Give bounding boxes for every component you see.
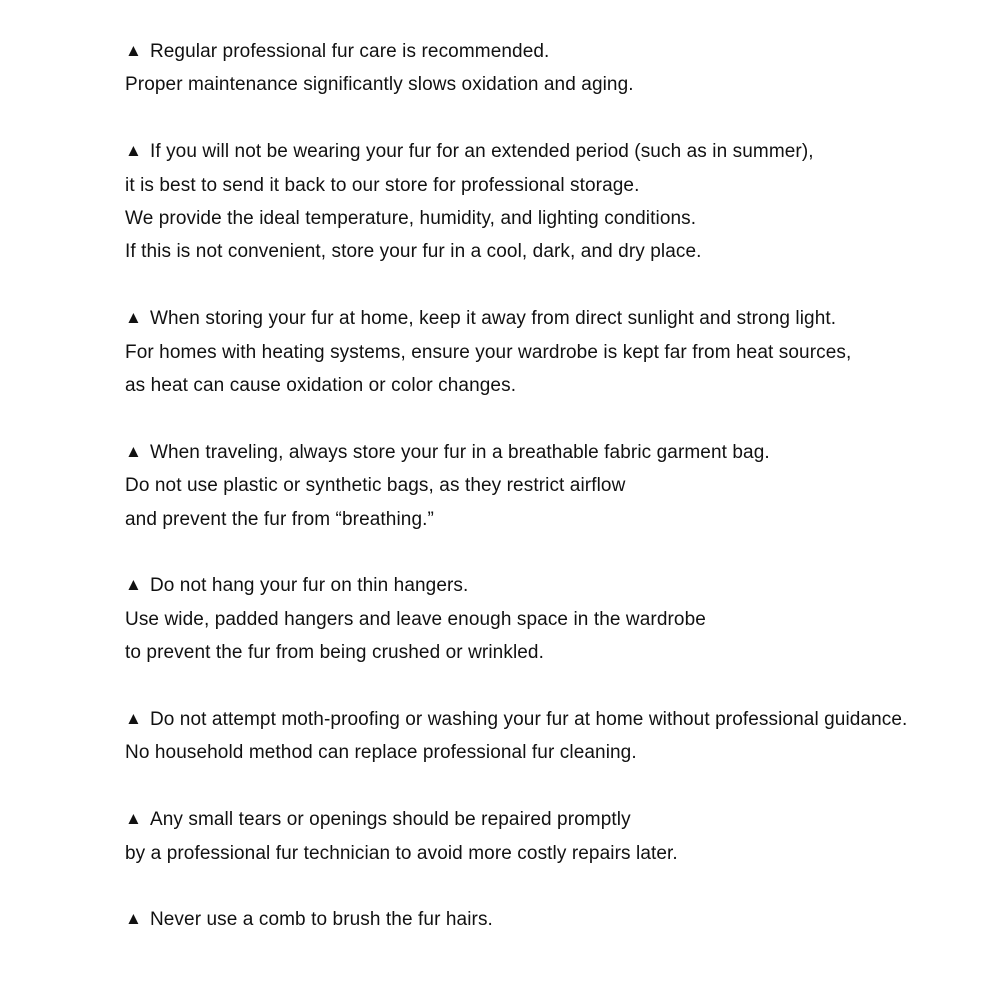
instruction-section (125, 35, 940, 102)
section-body-line (125, 603, 940, 636)
triangle-bullet-icon: ▲ (125, 909, 142, 929)
instruction-section (125, 302, 940, 402)
line-text: as heat can cause oxidation or color changes. (125, 375, 517, 397)
section-body-line (125, 369, 940, 402)
line-text: Do not attempt moth-proofing or washing your fur at home without professional guidance. (149, 709, 908, 731)
section-lead-line (125, 703, 940, 736)
triangle-bullet-icon: ▲ (125, 308, 142, 328)
line-text: Do not hang your fur on thin hangers. (149, 575, 469, 597)
line-text: If you will not be wearing your fur for an extended period (such as in summer), (149, 141, 814, 163)
instruction-section (125, 703, 940, 770)
line-text: Any small tears or openings should be repaired promptly (149, 809, 631, 831)
line-text: For homes with heating systems, ensure your wardrobe is kept far from heat sources, (125, 341, 852, 363)
section-body-line (125, 235, 940, 268)
section-lead-line (125, 302, 940, 335)
section-body-line (125, 736, 940, 769)
line-text: When storing your fur at home, keep it away from direct sunlight and strong light. (149, 308, 837, 330)
line-text: to prevent the fur from being crushed or wrinkled. (125, 642, 544, 664)
instruction-section (125, 135, 940, 269)
section-body-line (125, 169, 940, 202)
section-lead-line (125, 903, 940, 936)
line-text: We provide the ideal temperature, humidity, and lighting conditions. (125, 208, 697, 230)
section-body-line (125, 837, 940, 870)
section-lead-line (125, 803, 940, 836)
section-body-line (125, 68, 940, 101)
line-text: it is best to send it back to our store for professional storage. (125, 174, 640, 196)
line-text: If this is not convenient, store your fur in a cool, dark, and dry place. (125, 241, 702, 263)
section-body-line (125, 336, 940, 369)
triangle-bullet-icon: ▲ (125, 809, 142, 829)
triangle-bullet-icon: ▲ (125, 575, 142, 595)
sections-container (125, 35, 940, 937)
triangle-bullet-icon: ▲ (125, 41, 142, 60)
section-lead-line (125, 35, 940, 68)
section-lead-line (125, 436, 940, 469)
section-lead-line (125, 569, 940, 602)
section-lead-line (125, 135, 940, 168)
line-text: Proper maintenance significantly slows oxidation and aging. (125, 74, 634, 96)
instruction-section (125, 569, 940, 669)
line-text: by a professional fur technician to avoid more costly repairs later. (125, 842, 678, 864)
section-body-line (125, 202, 940, 235)
line-text: Regular professional fur care is recommended. (149, 41, 550, 62)
line-text: Use wide, padded hangers and leave enough space in the wardrobe (125, 608, 706, 630)
line-text: and prevent the fur from “breathing.” (125, 508, 434, 530)
instruction-section (125, 436, 940, 536)
triangle-bullet-icon: ▲ (125, 709, 142, 729)
triangle-bullet-icon: ▲ (125, 141, 142, 161)
instruction-section (125, 903, 940, 936)
section-body-line (125, 636, 940, 669)
line-text: Never use a comb to brush the fur hairs. (149, 909, 493, 931)
line-text: No household method can replace professional fur cleaning. (125, 742, 637, 764)
instruction-section (125, 803, 940, 870)
triangle-bullet-icon: ▲ (125, 441, 142, 461)
line-text: Do not use plastic or synthetic bags, as they restrict airflow (125, 475, 626, 497)
section-body-line (125, 469, 940, 502)
section-body-line (125, 503, 940, 536)
line-text: When traveling, always store your fur in a breathable fabric garment bag. (149, 441, 770, 463)
